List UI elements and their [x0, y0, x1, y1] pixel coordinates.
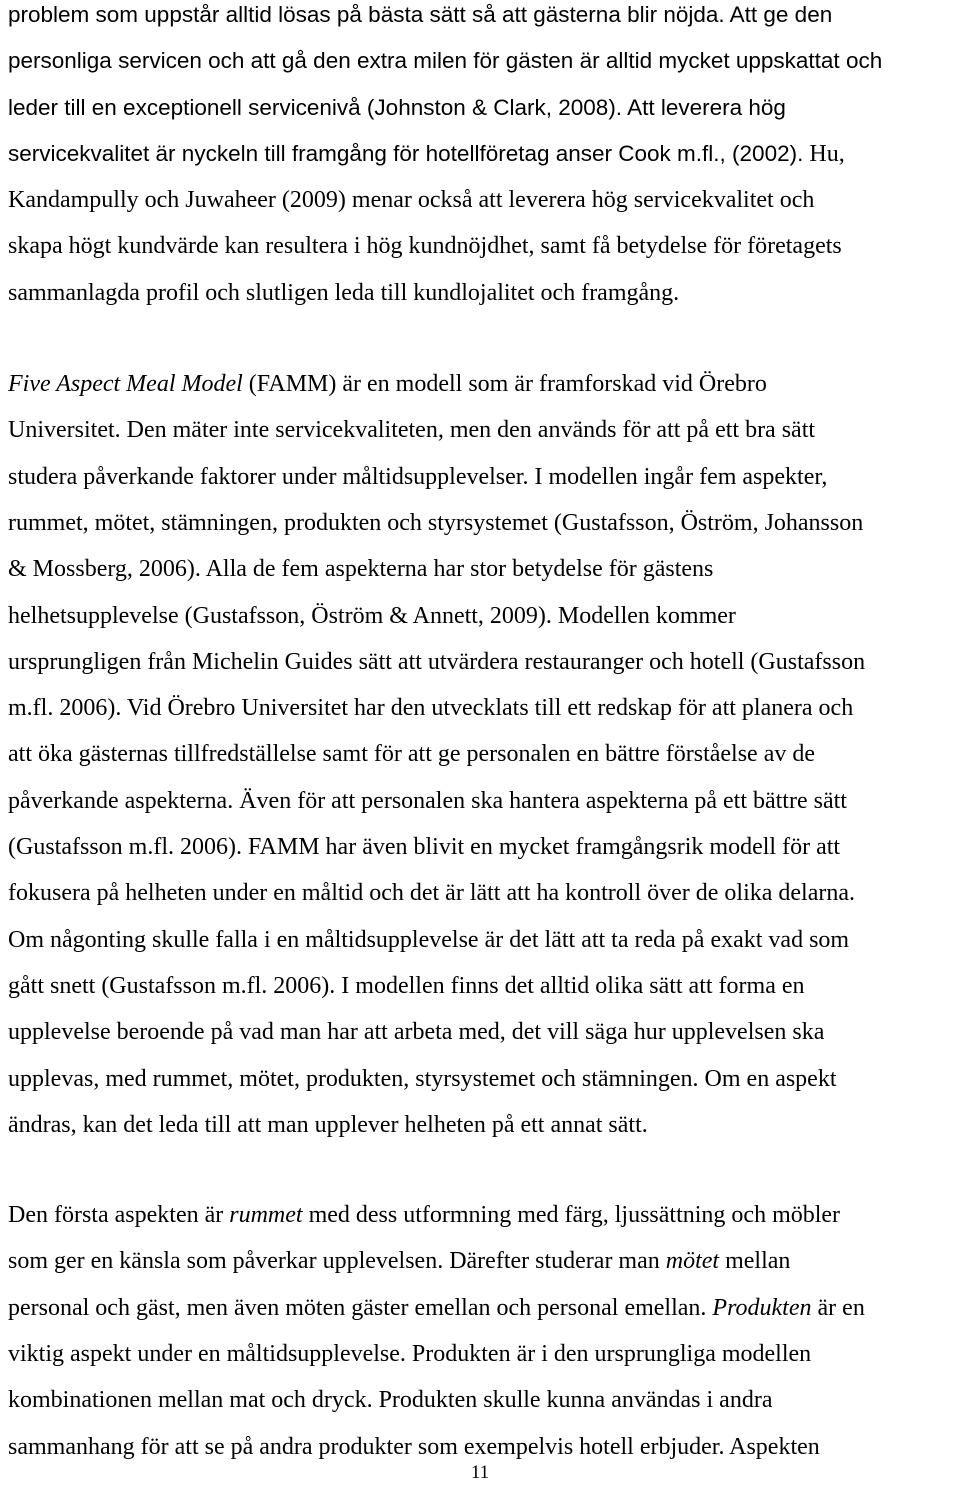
text-run: med dess utformning med färg, ljussättning och möbler — [302, 1202, 841, 1229]
text-line: gått snett (Gustafsson m.fl. 2006). I modellen finns det alltid olika sätt att forma en — [8, 972, 805, 999]
paragraph-famm — [8, 369, 956, 1156]
text-run: servicekvalitet är nyckeln till framgång för hotellföretag anser Cook m.fl., (2002). — [8, 140, 804, 166]
paragraph-spacer — [8, 1156, 956, 1200]
text-line: påverkande aspekterna. Även för att personalen ska hantera aspekterna på ett bättre sätt — [8, 787, 847, 814]
text-line: skapa högt kundvärde kan resultera i hög kundnöjdhet, samt få betydelse för företagets — [8, 233, 842, 260]
text-line — [8, 369, 956, 415]
text-run: som ger en känsla som påverkar upplevelsen. Därefter studerar man — [8, 1248, 666, 1275]
text-run: personal och gäst, men även möten gäster emellan och personal emellan. — [8, 1294, 713, 1321]
paragraph-spacer — [8, 324, 956, 369]
text-run: är en — [811, 1294, 865, 1321]
text-line: sammanhang för att se på andra produkter som exempelvis hotell erbjuder. Aspekten — [8, 1433, 820, 1460]
text-line: ändras, kan det leda till att man upplever helheten på ett annat sätt. — [8, 1111, 648, 1138]
model-name: Five Aspect Meal Model — [8, 371, 243, 398]
emphasis-rummet: rummet — [229, 1202, 303, 1229]
text-line: upplevelse beroende på vad man har att arbeta med, det vill säga hur upplevelsen ska — [8, 1019, 825, 1046]
text-run: Hu, — [803, 140, 845, 167]
text-line: viktig aspekt under en måltidsupplevelse. Produkten är i den ursprungliga modellen — [8, 1341, 812, 1368]
text-line: Kandampully och Juwaheer (2009) menar också att leverera hög servicekvalitet och — [8, 187, 815, 214]
text-line — [8, 1246, 956, 1292]
text-line: personliga servicen och att gå den extra milen för gästen är alltid mycket uppskattat och — [8, 48, 883, 74]
text-run: (FAMM) är en modell som är framforskad vid Örebro — [242, 371, 767, 398]
text-line: m.fl. 2006). Vid Örebro Universitet har den utvecklats till ett redskap för att planera och — [8, 695, 854, 722]
text-run: mellan — [719, 1248, 791, 1275]
text-line: Om någonting skulle falla i en måltidsupplevelse är det lätt att ta reda på exakt vad som — [8, 926, 850, 953]
text-line: Universitet. Den mäter inte servicekvaliteten, men den används för att på ett bra sätt — [8, 417, 816, 444]
text-line: ursprungligen från Michelin Guides sätt att utvärdera restauranger och hotell (Gustafsson — [8, 648, 866, 675]
text-line: problem som uppstår alltid lösas på bästa sätt så att gästerna blir nöjda. Att ge den — [8, 2, 833, 27]
emphasis-motet: mötet — [665, 1248, 720, 1275]
text-line: rummet, mötet, stämningen, produkten och styrsystemet (Gustafsson, Öström, Johansson — [8, 509, 864, 536]
text-line — [8, 1293, 956, 1339]
text-line: & Mossberg, 2006). Alla de fem aspekterna har stor betydelse för gästens — [8, 556, 714, 583]
text-line: att öka gästernas tillfredställelse samt för att ge personalen en bättre förståelse av de — [8, 741, 816, 768]
text-line: fokusera på helheten under en måltid och det är lätt att ha kontroll över de olika delarna. — [8, 880, 856, 907]
text-line: sammanlagda profil och slutligen leda till kundlojalitet och framgång. — [8, 279, 680, 306]
document-page — [8, 0, 956, 1478]
text-line: helhetsupplevelse (Gustafsson, Öström & Annett, 2009). Modellen kommer — [8, 602, 736, 629]
paragraph-service-quality — [8, 0, 956, 324]
page-number: 11 — [470, 1462, 490, 1483]
text-line: (Gustafsson m.fl. 2006). FAMM har även blivit en mycket framgångsrik modell för att — [8, 834, 841, 861]
emphasis-produkten: Produkten — [712, 1294, 812, 1321]
text-line: studera påverkande faktorer under måltidsupplevelser. I modellen ingår fem aspekter, — [8, 463, 828, 490]
text-line — [8, 1200, 956, 1246]
paragraph-aspects — [8, 1200, 956, 1478]
text-line: upplevas, med rummet, mötet, produkten, styrsystemet och stämningen. Om en aspekt — [8, 1065, 837, 1092]
text-line: kombinationen mellan mat och dryck. Produkten skulle kunna användas i andra — [8, 1387, 773, 1414]
text-run: Den första aspekten är — [8, 1202, 230, 1229]
text-line — [8, 139, 956, 185]
text-line: leder till en exceptionell servicenivå (Johnston & Clark, 2008). Att leverera hög — [8, 94, 786, 120]
